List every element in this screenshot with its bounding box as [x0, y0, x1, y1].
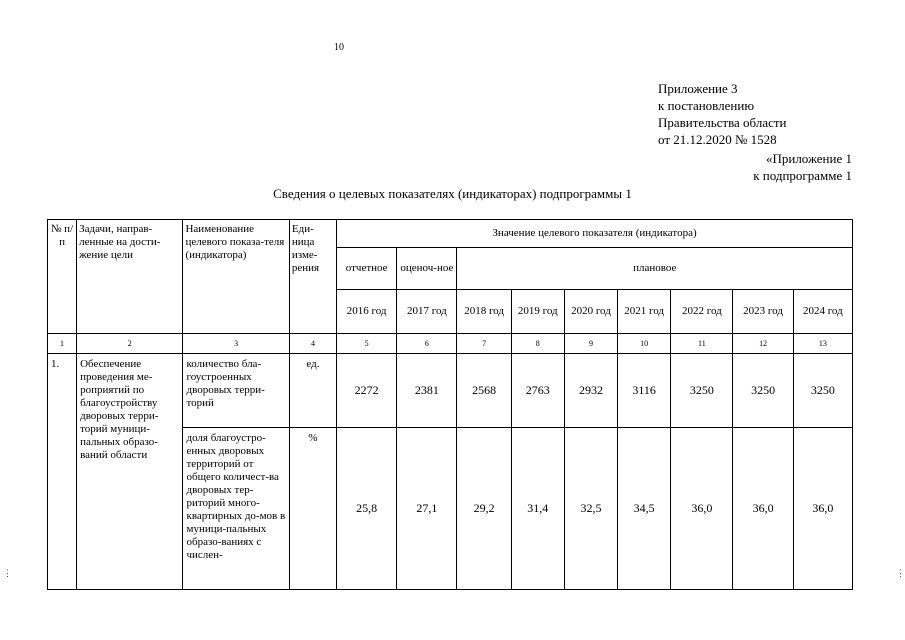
- column-number: 11: [671, 334, 733, 354]
- value-cell: 27,1: [397, 428, 457, 590]
- year-header: 2016 год: [337, 290, 397, 334]
- indicator-name: доля благоустро-енных дворовых территорий от общего количест-ва дворовых тер-риторий много-квартирных до-мов в муници-пальных образо-ваниях с числен-: [183, 428, 289, 590]
- header-reported: отчетное: [337, 248, 397, 290]
- header-estimated: оценоч-ное: [397, 248, 457, 290]
- column-number: 3: [183, 334, 289, 354]
- value-cell: 36,0: [793, 428, 852, 590]
- indicator-unit: ед.: [289, 354, 336, 428]
- year-header: 2020 год: [564, 290, 617, 334]
- value-cell: 25,8: [337, 428, 397, 590]
- indicators-table-wrapper: [47, 219, 853, 590]
- value-cell: 2272: [337, 354, 397, 428]
- appendix-line: к постановлению: [658, 98, 755, 113]
- column-number: 1: [48, 334, 77, 354]
- appendix-header: [658, 80, 787, 148]
- year-header: 2019 год: [511, 290, 564, 334]
- column-number: 7: [457, 334, 511, 354]
- column-number: 8: [511, 334, 564, 354]
- value-cell: 2381: [397, 354, 457, 428]
- page-number: 10: [334, 42, 344, 53]
- value-cell: 34,5: [618, 428, 671, 590]
- sub-appendix-header: [753, 150, 852, 184]
- task-cell: Обеспечение проведения ме-роприятий по благоустройству дворовых терри-торий муници-пальных образо-ваний области: [77, 354, 183, 590]
- header-planned: плановое: [457, 248, 853, 290]
- value-cell: 3250: [793, 354, 852, 428]
- scan-edge-mark: ⋮: [3, 568, 12, 578]
- header-tasks: Задачи, направ-ленные на дости-жение цели: [77, 220, 183, 334]
- header-value-group: Значение целевого показателя (индикатора): [337, 220, 853, 248]
- value-cell: 29,2: [457, 428, 511, 590]
- column-number: 12: [733, 334, 793, 354]
- appendix-line: Приложение 3: [658, 81, 738, 96]
- appendix-line: Правительства области: [658, 115, 787, 130]
- sub-appendix-line: «Приложение 1: [765, 151, 852, 166]
- year-header: 2023 год: [733, 290, 793, 334]
- value-cell: 3116: [618, 354, 671, 428]
- value-cell: 31,4: [511, 428, 564, 590]
- column-number: 13: [793, 334, 852, 354]
- column-number: 2: [77, 334, 183, 354]
- column-number: 6: [397, 334, 457, 354]
- value-cell: 3250: [733, 354, 793, 428]
- row-number: 1.: [48, 354, 77, 590]
- appendix-line: от 21.12.2020 № 1528: [658, 132, 777, 147]
- year-header: 2024 год: [793, 290, 852, 334]
- value-cell: 2932: [564, 354, 617, 428]
- document-title: Сведения о целевых показателях (индикаторах) подпрограммы 1: [273, 186, 632, 201]
- value-cell: 3250: [671, 354, 733, 428]
- value-cell: 36,0: [733, 428, 793, 590]
- column-number: 4: [289, 334, 336, 354]
- value-cell: 2568: [457, 354, 511, 428]
- year-header: 2022 год: [671, 290, 733, 334]
- indicator-unit: %: [289, 428, 336, 590]
- sub-appendix-line: к подпрограмме 1: [753, 168, 852, 183]
- value-cell: 32,5: [564, 428, 617, 590]
- year-header: 2018 год: [457, 290, 511, 334]
- value-cell: 2763: [511, 354, 564, 428]
- header-number: № п/п: [48, 220, 77, 334]
- column-number: 9: [564, 334, 617, 354]
- year-header: 2017 год: [397, 290, 457, 334]
- header-unit: Еди-ница изме-рения: [289, 220, 336, 334]
- indicators-table: [47, 219, 853, 590]
- header-indicator: Наименование целевого показа-теля (индикатора): [183, 220, 289, 334]
- table-row: [48, 354, 853, 428]
- indicator-name: количество бла-гоустроенных дворовых терри-торий: [183, 354, 289, 428]
- column-number: 5: [337, 334, 397, 354]
- year-header: 2021 год: [618, 290, 671, 334]
- scan-edge-mark: ⋮: [896, 568, 905, 578]
- column-number: 10: [618, 334, 671, 354]
- value-cell: 36,0: [671, 428, 733, 590]
